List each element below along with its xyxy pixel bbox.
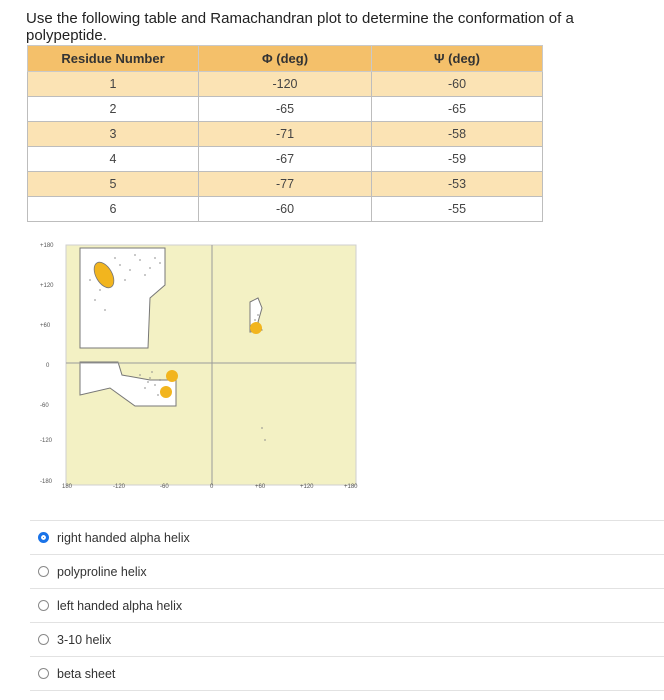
option-polyproline-helix[interactable]: [30, 554, 664, 588]
table-row: [28, 147, 543, 172]
cell-residue: 6: [28, 197, 199, 222]
cell-psi: -60: [372, 72, 543, 97]
left-helix-marker: [250, 322, 262, 334]
cell-residue: 4: [28, 147, 199, 172]
y-tick: +120: [40, 283, 54, 289]
radio-button-selected[interactable]: [38, 532, 49, 543]
option-label: right handed alpha helix: [57, 530, 190, 545]
radio-button[interactable]: [38, 600, 49, 611]
x-tick: +120: [300, 484, 314, 490]
cell-psi: -59: [372, 147, 543, 172]
ramachandran-plot: [0, 230, 400, 500]
table-header-row: [28, 46, 543, 72]
cell-psi: -55: [372, 197, 543, 222]
residue-marker: [160, 386, 172, 398]
table-row: [28, 72, 543, 97]
x-tick: -120: [113, 484, 126, 490]
option-3-10-helix[interactable]: [30, 622, 664, 656]
x-tick: +60: [255, 484, 266, 490]
option-label: polyproline helix: [57, 564, 147, 579]
y-tick: +180: [40, 243, 54, 249]
cell-psi: -58: [372, 122, 543, 147]
cell-phi: -60: [199, 197, 372, 222]
cell-phi: -65: [199, 97, 372, 122]
option-beta-sheet[interactable]: [30, 656, 664, 691]
table-row: [28, 197, 543, 222]
cell-phi: -71: [199, 122, 372, 147]
x-tick: 180: [62, 484, 73, 490]
cell-residue: 3: [28, 122, 199, 147]
table-row: [28, 122, 543, 147]
cell-psi: -53: [372, 172, 543, 197]
cell-residue: 2: [28, 97, 199, 122]
cell-phi: -67: [199, 147, 372, 172]
option-right-handed-alpha-helix[interactable]: [30, 520, 664, 554]
cell-psi: -65: [372, 97, 543, 122]
cell-phi: -77: [199, 172, 372, 197]
table-row: [28, 172, 543, 197]
radio-button[interactable]: [38, 634, 49, 645]
option-label: left handed alpha helix: [57, 598, 183, 613]
radio-button[interactable]: [38, 566, 49, 577]
radio-button[interactable]: [38, 668, 49, 679]
residue-marker: [166, 370, 178, 382]
option-label: 3-10 helix: [57, 632, 112, 647]
table-row: [28, 97, 543, 122]
y-tick: +60: [40, 323, 51, 329]
cell-phi: -120: [199, 72, 372, 97]
header-psi: Ψ (deg): [372, 46, 543, 72]
y-tick: -60: [40, 403, 49, 409]
question-text: Use the following table and Ramachandran plot to determine the conformation of a polypeptide.: [26, 10, 574, 44]
x-tick: 0: [210, 484, 214, 490]
x-tick: +180: [344, 484, 358, 490]
answer-options: [30, 520, 664, 691]
y-tick: 0: [46, 363, 50, 369]
residue-table: [27, 45, 543, 222]
header-residue: Residue Number: [28, 46, 199, 72]
cell-residue: 5: [28, 172, 199, 197]
y-tick: -120: [40, 438, 53, 444]
x-tick: -60: [160, 484, 169, 490]
y-tick: -180: [40, 479, 53, 485]
cell-residue: 1: [28, 72, 199, 97]
header-phi: Φ (deg): [199, 46, 372, 72]
option-left-handed-alpha-helix[interactable]: [30, 588, 664, 622]
option-label: beta sheet: [57, 666, 116, 681]
